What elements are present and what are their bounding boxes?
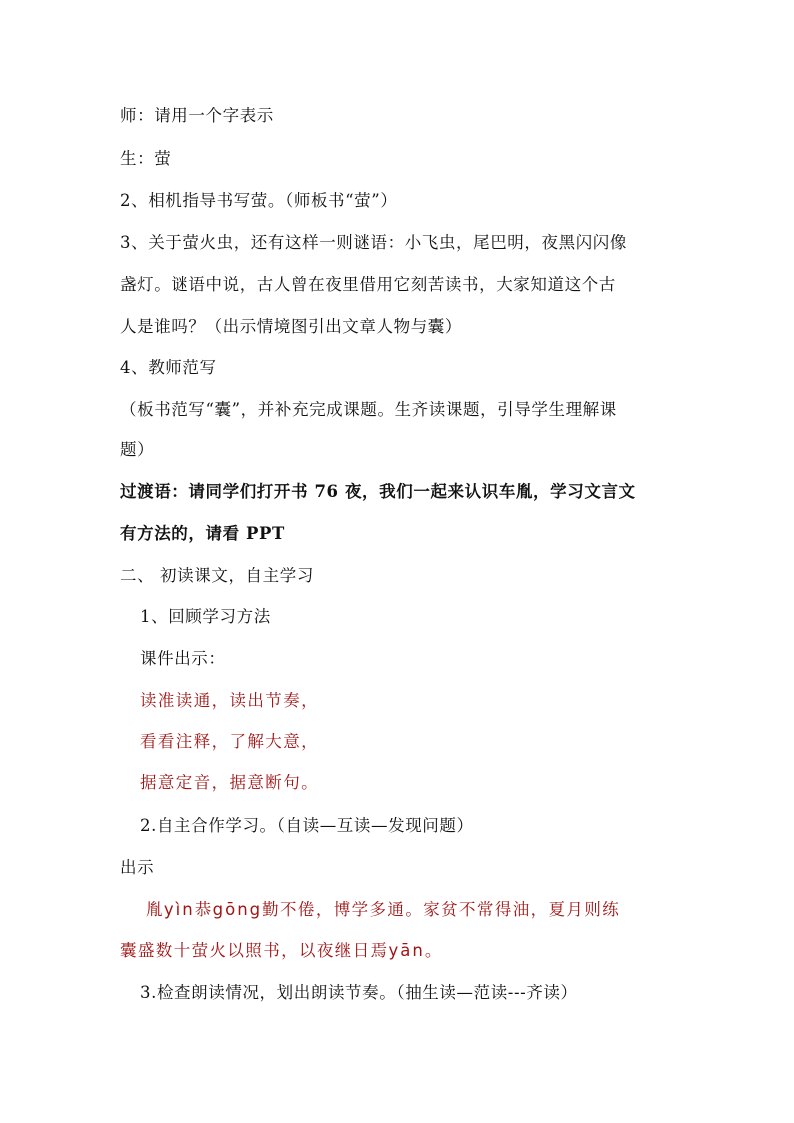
show-label: 出示 [120,858,155,877]
classical-text-line-1 [146,899,620,921]
classical-text-line-2 [120,940,443,962]
method-3: 据意定音，据意断句。 [140,773,319,792]
transition-line-2: 有方法的，请看 PPT [120,524,285,543]
teacher-line: 师：请用一个字表示 [120,106,274,125]
courseware-label: 课件出示： [140,649,226,668]
text-rest-line-1: 勤不倦，博学多通。家贫不常得油，夏月则练 [262,900,621,919]
section-2-item-2: 2.自主合作学习。（自读—互读—发现问题） [140,816,474,835]
step-4-note-line-1: （板书范写“囊”，并补充完成课题。生齐读课题，引导学生理解课 [120,400,617,419]
text-line-2-main: 囊盛数十萤火以照书，以夜继日焉 [120,941,389,960]
pinyin-yan: yān [388,941,425,960]
section-2-item-3: 3.检查朗读情况，划出朗读节奏。（抽生读—范读---齐读） [140,983,578,1002]
text-line-2-end: 。 [424,941,443,960]
step-4: 4、教师范写 [120,358,217,377]
step-3-line-2: 盏灯。谜语中说，古人曾在夜里借用它刻苦读书，大家知道这个古 [120,275,616,294]
pinyin-yin: yìn [163,900,195,919]
transition-line-1: 过渡语：请同学们打开书 76 夜，我们一起来认识车胤，学习文言文 [120,482,636,501]
step-3-line-1: 3、关于萤火虫，还有这样一则谜语：小飞虫，尾巴明，夜黑闪闪像 [120,233,627,252]
method-2: 看看注释，了解大意， [140,732,319,751]
step-4-note-line-2: 题） [120,440,155,459]
section-2-heading: 二、 初读课文，自主学习 [120,566,314,585]
method-1: 读准读通，读出节奏， [140,691,319,710]
text-char-gong: 恭 [194,900,213,919]
step-2: 2、相机指导书写萤。（师板书“萤”） [120,191,398,210]
section-2-item-1: 1、回顾学习方法 [140,607,271,626]
student-line: 生：萤 [120,149,172,168]
text-char-yin: 胤 [146,900,164,919]
step-3-line-3: 人是谁吗？（出示情境图引出文章人物与囊） [120,317,462,336]
pinyin-gong: gōng [212,900,263,919]
